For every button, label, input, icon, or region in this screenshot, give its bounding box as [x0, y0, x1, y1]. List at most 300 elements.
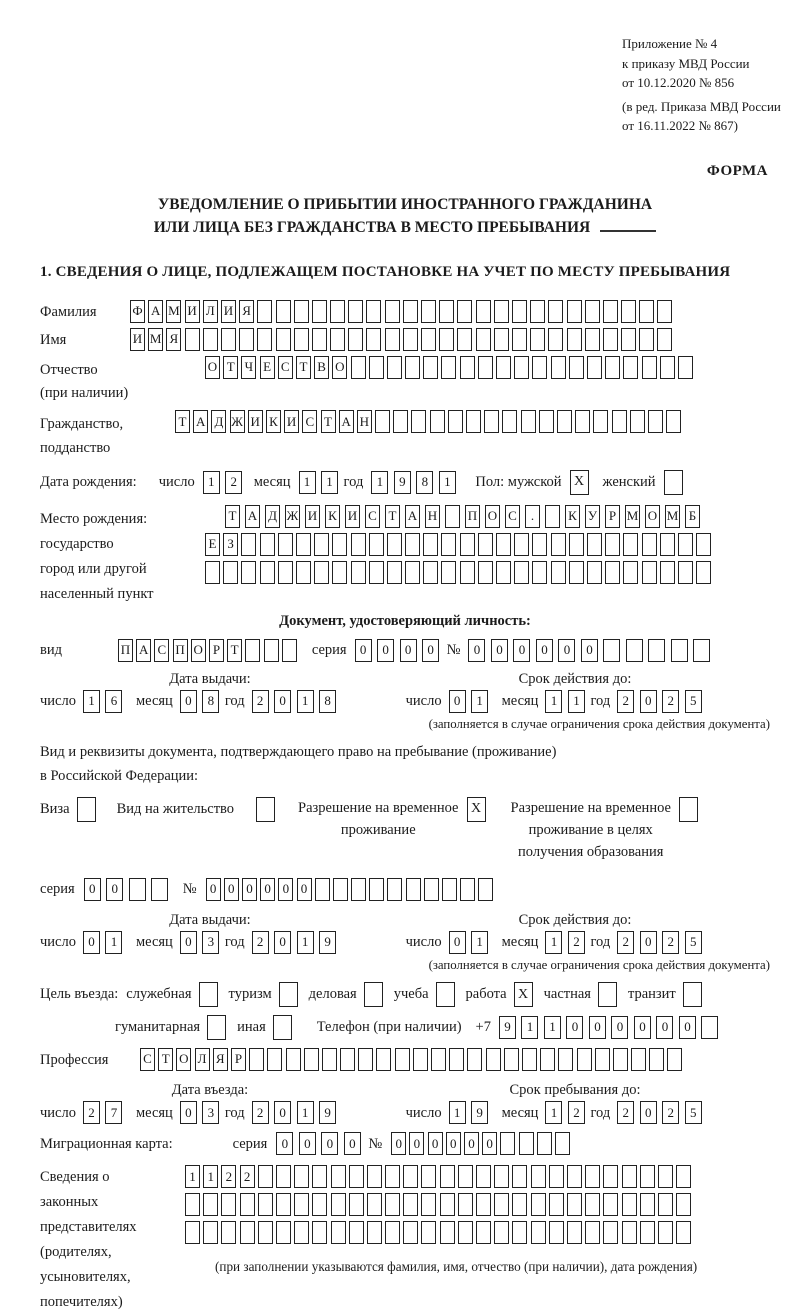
representatives-note: (при заполнении указываются фамилия, имя, отчество (при наличии), дата рождения): [215, 1259, 698, 1275]
char-cell: [349, 1193, 364, 1216]
char-cell: [239, 328, 254, 351]
male-checkbox[interactable]: X: [570, 470, 589, 495]
char-cell: [385, 300, 400, 323]
birth-place-cells: [205, 505, 714, 607]
char-cell: 0: [84, 878, 101, 901]
month-label: месяц: [135, 1104, 173, 1121]
issue-month-cells[interactable]: [180, 690, 225, 713]
purpose-checkbox[interactable]: [279, 982, 298, 1007]
purpose-checkbox[interactable]: [199, 982, 218, 1007]
birth-place-row1-cells[interactable]: [225, 505, 714, 528]
migration-series-cells[interactable]: [276, 1132, 366, 1155]
permit-expiry-month-cells[interactable]: [545, 931, 590, 954]
profession-cells[interactable]: [140, 1048, 686, 1071]
char-cell: [331, 1193, 346, 1216]
char-cell: [403, 1193, 418, 1216]
char-cell: 1: [471, 931, 488, 954]
char-cell: [521, 410, 536, 433]
reg-ref-line: (в ред. Приказа МВД России: [622, 98, 781, 114]
char-cell: [612, 410, 627, 433]
char-cell: [466, 410, 481, 433]
doc-number-cells[interactable]: [468, 639, 716, 662]
birth-place-label-line: Место рождения:: [40, 510, 148, 527]
char-cell: [640, 1165, 655, 1188]
char-cell: [605, 356, 620, 379]
char-cell: [640, 1221, 655, 1244]
char-cell: [442, 878, 457, 901]
representatives-label-line: законных: [40, 1194, 99, 1211]
month-label: месяц: [501, 934, 539, 951]
char-cell: [439, 300, 454, 323]
char-cell: Д: [211, 410, 226, 433]
expiry-note: (заполняется в случае ограничения срока действия документа): [428, 958, 770, 973]
char-cell: 2: [568, 1101, 585, 1124]
representatives-row1-cells[interactable]: [185, 1165, 697, 1188]
char-cell: [449, 1048, 464, 1071]
permit-expiry-year-cells[interactable]: [617, 931, 707, 954]
entry-year-cells[interactable]: [252, 1101, 342, 1124]
char-cell: 0: [260, 878, 275, 901]
char-cell: [423, 356, 438, 379]
char-cell: [385, 1193, 400, 1216]
char-cell: [185, 1193, 200, 1216]
char-cell: [440, 1193, 455, 1216]
char-cell: [660, 356, 675, 379]
residence-permit-option: [117, 797, 275, 822]
char-cell: [622, 1221, 637, 1244]
surname-row: [40, 300, 770, 323]
char-cell: [460, 533, 475, 556]
edu-permit-checkbox[interactable]: [679, 797, 698, 822]
surname-cells[interactable]: [130, 300, 676, 323]
char-cell: П: [173, 639, 188, 662]
char-cell: [640, 1193, 655, 1216]
char-cell: [423, 561, 438, 584]
char-cell: [587, 533, 602, 556]
char-cell: [603, 300, 618, 323]
char-cell: [622, 1193, 637, 1216]
char-cell: 1: [521, 1016, 538, 1039]
char-cell: Т: [175, 410, 190, 433]
permit-series-cells[interactable]: [84, 878, 174, 901]
char-cell: [587, 561, 602, 584]
char-cell: [375, 410, 390, 433]
option-label: туризм: [228, 986, 272, 1003]
day-label: число: [40, 934, 76, 951]
doc-kind-cells[interactable]: [118, 639, 300, 662]
char-cell: 9: [471, 1101, 488, 1124]
char-cell: 0: [180, 1101, 197, 1124]
char-cell: [623, 561, 638, 584]
char-cell: 1: [545, 1101, 562, 1124]
char-cell: [330, 300, 345, 323]
char-cell: Л: [195, 1048, 210, 1071]
char-cell: [676, 1193, 691, 1216]
day-label: число: [405, 1104, 442, 1121]
char-cell: [387, 356, 402, 379]
citizenship-cells[interactable]: [175, 410, 684, 433]
entry-stay-dates-row: [40, 1101, 770, 1124]
char-cell: 0: [536, 639, 553, 662]
char-cell: А: [339, 410, 354, 433]
char-cell: Ж: [230, 410, 245, 433]
birth-date-label: Дата рождения:: [40, 474, 137, 491]
entry-date-group: [40, 1101, 342, 1124]
char-cell: [486, 1048, 501, 1071]
char-cell: Т: [158, 1048, 173, 1071]
char-cell: 0: [242, 878, 257, 901]
char-cell: [667, 1048, 682, 1071]
edu-permit-label: [511, 797, 671, 864]
purpose-checkbox[interactable]: [364, 982, 383, 1007]
char-cell: [512, 328, 527, 351]
char-cell: И: [248, 410, 263, 433]
char-cell: [658, 1221, 673, 1244]
stay-year-cells[interactable]: [617, 1101, 707, 1124]
char-cell: 8: [202, 690, 219, 713]
purpose-checkbox[interactable]: [273, 1015, 292, 1040]
permit-expiry-day-cells[interactable]: [449, 931, 494, 954]
purpose-checkbox[interactable]: [436, 982, 455, 1007]
permit-issue-day-cells[interactable]: [83, 931, 128, 954]
char-cell: [203, 1221, 218, 1244]
edu-permit-label-line3: получения образования: [518, 844, 664, 861]
citizenship-label-line1: Гражданство,: [40, 416, 124, 433]
char-cell: [478, 533, 493, 556]
char-cell: [431, 1048, 446, 1071]
residence-doc-intro-line1: Вид и реквизиты документа, подтверждающего право на пребывание (проживание): [40, 743, 557, 760]
char-cell: 1: [545, 690, 562, 713]
expiry-year-cells[interactable]: [617, 690, 707, 713]
char-cell: О: [645, 505, 660, 528]
patronymic-label-line2: (при наличии): [40, 385, 129, 402]
char-cell: 0: [83, 931, 100, 954]
purpose-checkbox[interactable]: [207, 1015, 226, 1040]
purpose-option-business: [126, 982, 217, 1007]
char-cell: [512, 1221, 527, 1244]
char-cell: 2: [617, 931, 634, 954]
issue-day-cells[interactable]: [83, 690, 128, 713]
permit-series-label: серия: [40, 881, 75, 898]
char-cell: [496, 561, 511, 584]
char-cell: Т: [223, 356, 238, 379]
char-cell: И: [130, 328, 145, 351]
char-cell: [312, 1165, 327, 1188]
expiry-date-heading: Срок действия до:: [518, 911, 632, 928]
citizenship-label: [40, 410, 175, 459]
char-cell: 0: [276, 1132, 293, 1155]
char-cell: 2: [617, 1101, 634, 1124]
char-cell: [223, 561, 238, 584]
char-cell: [405, 356, 420, 379]
purpose-option-work: [466, 982, 533, 1007]
char-cell: [205, 561, 220, 584]
char-cell: 1: [321, 471, 338, 494]
phone-cells[interactable]: [499, 1016, 724, 1039]
char-cell: [460, 561, 475, 584]
representatives-row2-cells[interactable]: [185, 1193, 697, 1216]
entry-month-cells[interactable]: [180, 1101, 225, 1124]
char-cell: 0: [491, 639, 508, 662]
char-cell: 0: [428, 1132, 443, 1155]
char-cell: [587, 356, 602, 379]
char-cell: У: [585, 505, 600, 528]
char-cell: [241, 561, 256, 584]
char-cell: .: [525, 505, 540, 528]
purpose-checkbox[interactable]: [598, 982, 617, 1007]
char-cell: [405, 533, 420, 556]
char-cell: 1: [299, 471, 316, 494]
entry-day-cells[interactable]: [83, 1101, 128, 1124]
char-cell: С: [365, 505, 380, 528]
char-cell: [622, 1165, 637, 1188]
patronymic-row: [40, 356, 770, 405]
char-cell: [476, 1193, 491, 1216]
char-cell: Н: [357, 410, 372, 433]
char-cell: [440, 1221, 455, 1244]
permit-issue-month-cells[interactable]: [180, 931, 225, 954]
char-cell: 2: [662, 1101, 679, 1124]
char-cell: [660, 533, 675, 556]
char-cell: 0: [409, 1132, 424, 1155]
char-cell: [387, 878, 402, 901]
char-cell: [257, 300, 272, 323]
birth-place-row3-cells[interactable]: [205, 561, 714, 584]
birth-month-cells[interactable]: [299, 471, 344, 494]
month-label: месяц: [501, 1104, 539, 1121]
char-cell: [539, 410, 554, 433]
char-cell: [258, 1165, 273, 1188]
char-cell: [221, 328, 236, 351]
char-cell: И: [221, 300, 236, 323]
char-cell: Ч: [241, 356, 256, 379]
char-cell: [494, 1193, 509, 1216]
char-cell: 1: [185, 1165, 200, 1188]
visa-checkbox[interactable]: [77, 797, 96, 822]
char-cell: [522, 1048, 537, 1071]
permit-number-label: №: [182, 881, 197, 898]
char-cell: 2: [662, 931, 679, 954]
expiry-month-cells[interactable]: [545, 690, 590, 713]
char-cell: [424, 878, 439, 901]
temp-permit-label-line1: Разрешение на временное: [298, 799, 459, 816]
expiry-note: (заполняется в случае ограничения срока действия документа): [428, 716, 770, 731]
char-cell: [367, 1221, 382, 1244]
doc-series-label: серия: [311, 642, 347, 658]
char-cell: Т: [321, 410, 336, 433]
char-cell: 2: [221, 1165, 236, 1188]
char-cell: [185, 1221, 200, 1244]
char-cell: [569, 533, 584, 556]
char-cell: И: [185, 300, 200, 323]
char-cell: [514, 533, 529, 556]
char-cell: Н: [425, 505, 440, 528]
edu-permit-label-line1: Разрешение на временное: [510, 799, 671, 816]
patronymic-cells[interactable]: [205, 356, 696, 379]
char-cell: Т: [385, 505, 400, 528]
year-label: год: [590, 934, 611, 951]
char-cell: [221, 1193, 236, 1216]
firstname-cells[interactable]: [130, 328, 676, 351]
purpose-checkbox[interactable]: X: [514, 982, 533, 1007]
char-cell: 3: [202, 1101, 219, 1124]
char-cell: [351, 533, 366, 556]
char-cell: 1: [203, 1165, 218, 1188]
char-cell: [603, 1193, 618, 1216]
char-cell: О: [205, 356, 220, 379]
char-cell: [621, 300, 636, 323]
doc-series-cells[interactable]: [355, 639, 445, 662]
birth-place-label: [40, 505, 205, 607]
sex-label: Пол: мужской: [475, 474, 562, 491]
char-cell: Б: [685, 505, 700, 528]
temp-permit-label: [298, 797, 458, 842]
char-cell: 0: [422, 639, 439, 662]
purpose-option-tourism: [229, 982, 298, 1007]
month-label: месяц: [501, 693, 539, 710]
issue-year-cells[interactable]: [252, 690, 342, 713]
char-cell: К: [266, 410, 281, 433]
char-cell: 2: [252, 1101, 269, 1124]
char-cell: [260, 561, 275, 584]
birth-place-label-line: государство: [40, 535, 114, 552]
char-cell: 0: [106, 878, 123, 901]
char-cell: 0: [321, 1132, 338, 1155]
representatives-label-line: представителях: [40, 1219, 137, 1236]
char-cell: [575, 410, 590, 433]
char-cell: [260, 533, 275, 556]
char-cell: [240, 1221, 255, 1244]
female-checkbox[interactable]: [664, 470, 683, 495]
char-cell: К: [325, 505, 340, 528]
year-label: год: [224, 693, 245, 710]
section1-heading: 1. СВЕДЕНИЯ О ЛИЦЕ, ПОДЛЕЖАЩЕМ ПОСТАНОВКЕ НА УЧЕТ ПО МЕСТУ ПРЕБЫВАНИЯ: [40, 264, 731, 281]
visa-label: Виза: [40, 800, 70, 817]
representatives-row3-cells[interactable]: [185, 1221, 697, 1244]
char-cell: [519, 1132, 534, 1155]
char-cell: [203, 1193, 218, 1216]
char-cell: 0: [355, 639, 372, 662]
residence-doc-intro: [40, 741, 770, 789]
birth-day-cells[interactable]: [203, 471, 248, 494]
birth-place-label-line: город или другой: [40, 560, 147, 577]
char-cell: [457, 328, 472, 351]
char-cell: [701, 1016, 718, 1039]
citizenship-row: [40, 410, 770, 459]
char-cell: [557, 410, 572, 433]
permit-issue-year-cells[interactable]: [252, 931, 342, 954]
migration-number-cells[interactable]: [391, 1132, 573, 1155]
profession-label: Профессия: [40, 1052, 109, 1069]
char-cell: [478, 561, 493, 584]
char-cell: [658, 1193, 673, 1216]
temp-permit-checkbox[interactable]: X: [467, 797, 486, 822]
residence-permit-checkbox[interactable]: [256, 797, 275, 822]
char-cell: 2: [83, 1101, 100, 1124]
purpose-checkbox[interactable]: [683, 982, 702, 1007]
char-cell: 2: [568, 931, 585, 954]
issue-date-group: [40, 931, 342, 954]
char-cell: 1: [544, 1016, 561, 1039]
residence-doc-series-row: [40, 878, 770, 901]
char-cell: [322, 1048, 337, 1071]
char-cell: [545, 505, 560, 528]
char-cell: [551, 356, 566, 379]
char-cell: [458, 1221, 473, 1244]
char-cell: [567, 1193, 582, 1216]
char-cell: [540, 1048, 555, 1071]
char-cell: 0: [299, 1132, 316, 1155]
char-cell: [349, 1165, 364, 1188]
char-cell: [514, 356, 529, 379]
char-cell: [512, 1165, 527, 1188]
char-cell: [514, 561, 529, 584]
char-cell: [385, 328, 400, 351]
char-cell: [282, 639, 297, 662]
char-cell: [257, 328, 272, 351]
stay-day-cells[interactable]: [449, 1101, 494, 1124]
char-cell: [603, 1165, 618, 1188]
purpose-option-transit: [628, 982, 702, 1007]
char-cell: [623, 533, 638, 556]
char-cell: [430, 410, 445, 433]
char-cell: 0: [344, 1132, 361, 1155]
char-cell: С: [154, 639, 169, 662]
expiry-day-cells[interactable]: [449, 690, 494, 713]
char-cell: 1: [203, 471, 220, 494]
char-cell: 0: [640, 931, 657, 954]
surname-label: Фамилия: [40, 303, 97, 320]
birth-year-cells[interactable]: [371, 471, 461, 494]
char-cell: [441, 561, 456, 584]
char-cell: [494, 300, 509, 323]
char-cell: 0: [297, 878, 312, 901]
char-cell: Р: [231, 1048, 246, 1071]
char-cell: Ф: [130, 300, 145, 323]
char-cell: Т: [225, 505, 240, 528]
stay-month-cells[interactable]: [545, 1101, 590, 1124]
representatives-label: [40, 1163, 185, 1315]
char-cell: [621, 328, 636, 351]
char-cell: 2: [252, 931, 269, 954]
female-label: женский: [602, 474, 656, 491]
char-cell: [421, 1165, 436, 1188]
char-cell: [330, 328, 345, 351]
char-cell: [331, 1221, 346, 1244]
char-cell: [639, 300, 654, 323]
char-cell: [500, 1132, 515, 1155]
char-cell: [567, 1221, 582, 1244]
char-cell: [245, 639, 260, 662]
char-cell: [657, 300, 672, 323]
char-cell: [567, 328, 582, 351]
char-cell: [366, 328, 381, 351]
char-cell: [678, 356, 693, 379]
char-cell: [332, 561, 347, 584]
char-cell: А: [245, 505, 260, 528]
birth-place-row2-cells[interactable]: [205, 533, 714, 556]
char-cell: [626, 639, 643, 662]
char-cell: [439, 328, 454, 351]
char-cell: [405, 561, 420, 584]
permit-number-cells[interactable]: [206, 878, 497, 901]
char-cell: [294, 1193, 309, 1216]
char-cell: [185, 328, 200, 351]
char-cell: [304, 1048, 319, 1071]
char-cell: Ж: [285, 505, 300, 528]
residence-doc-date-headings: [40, 911, 770, 929]
option-label: иная: [237, 1019, 266, 1036]
